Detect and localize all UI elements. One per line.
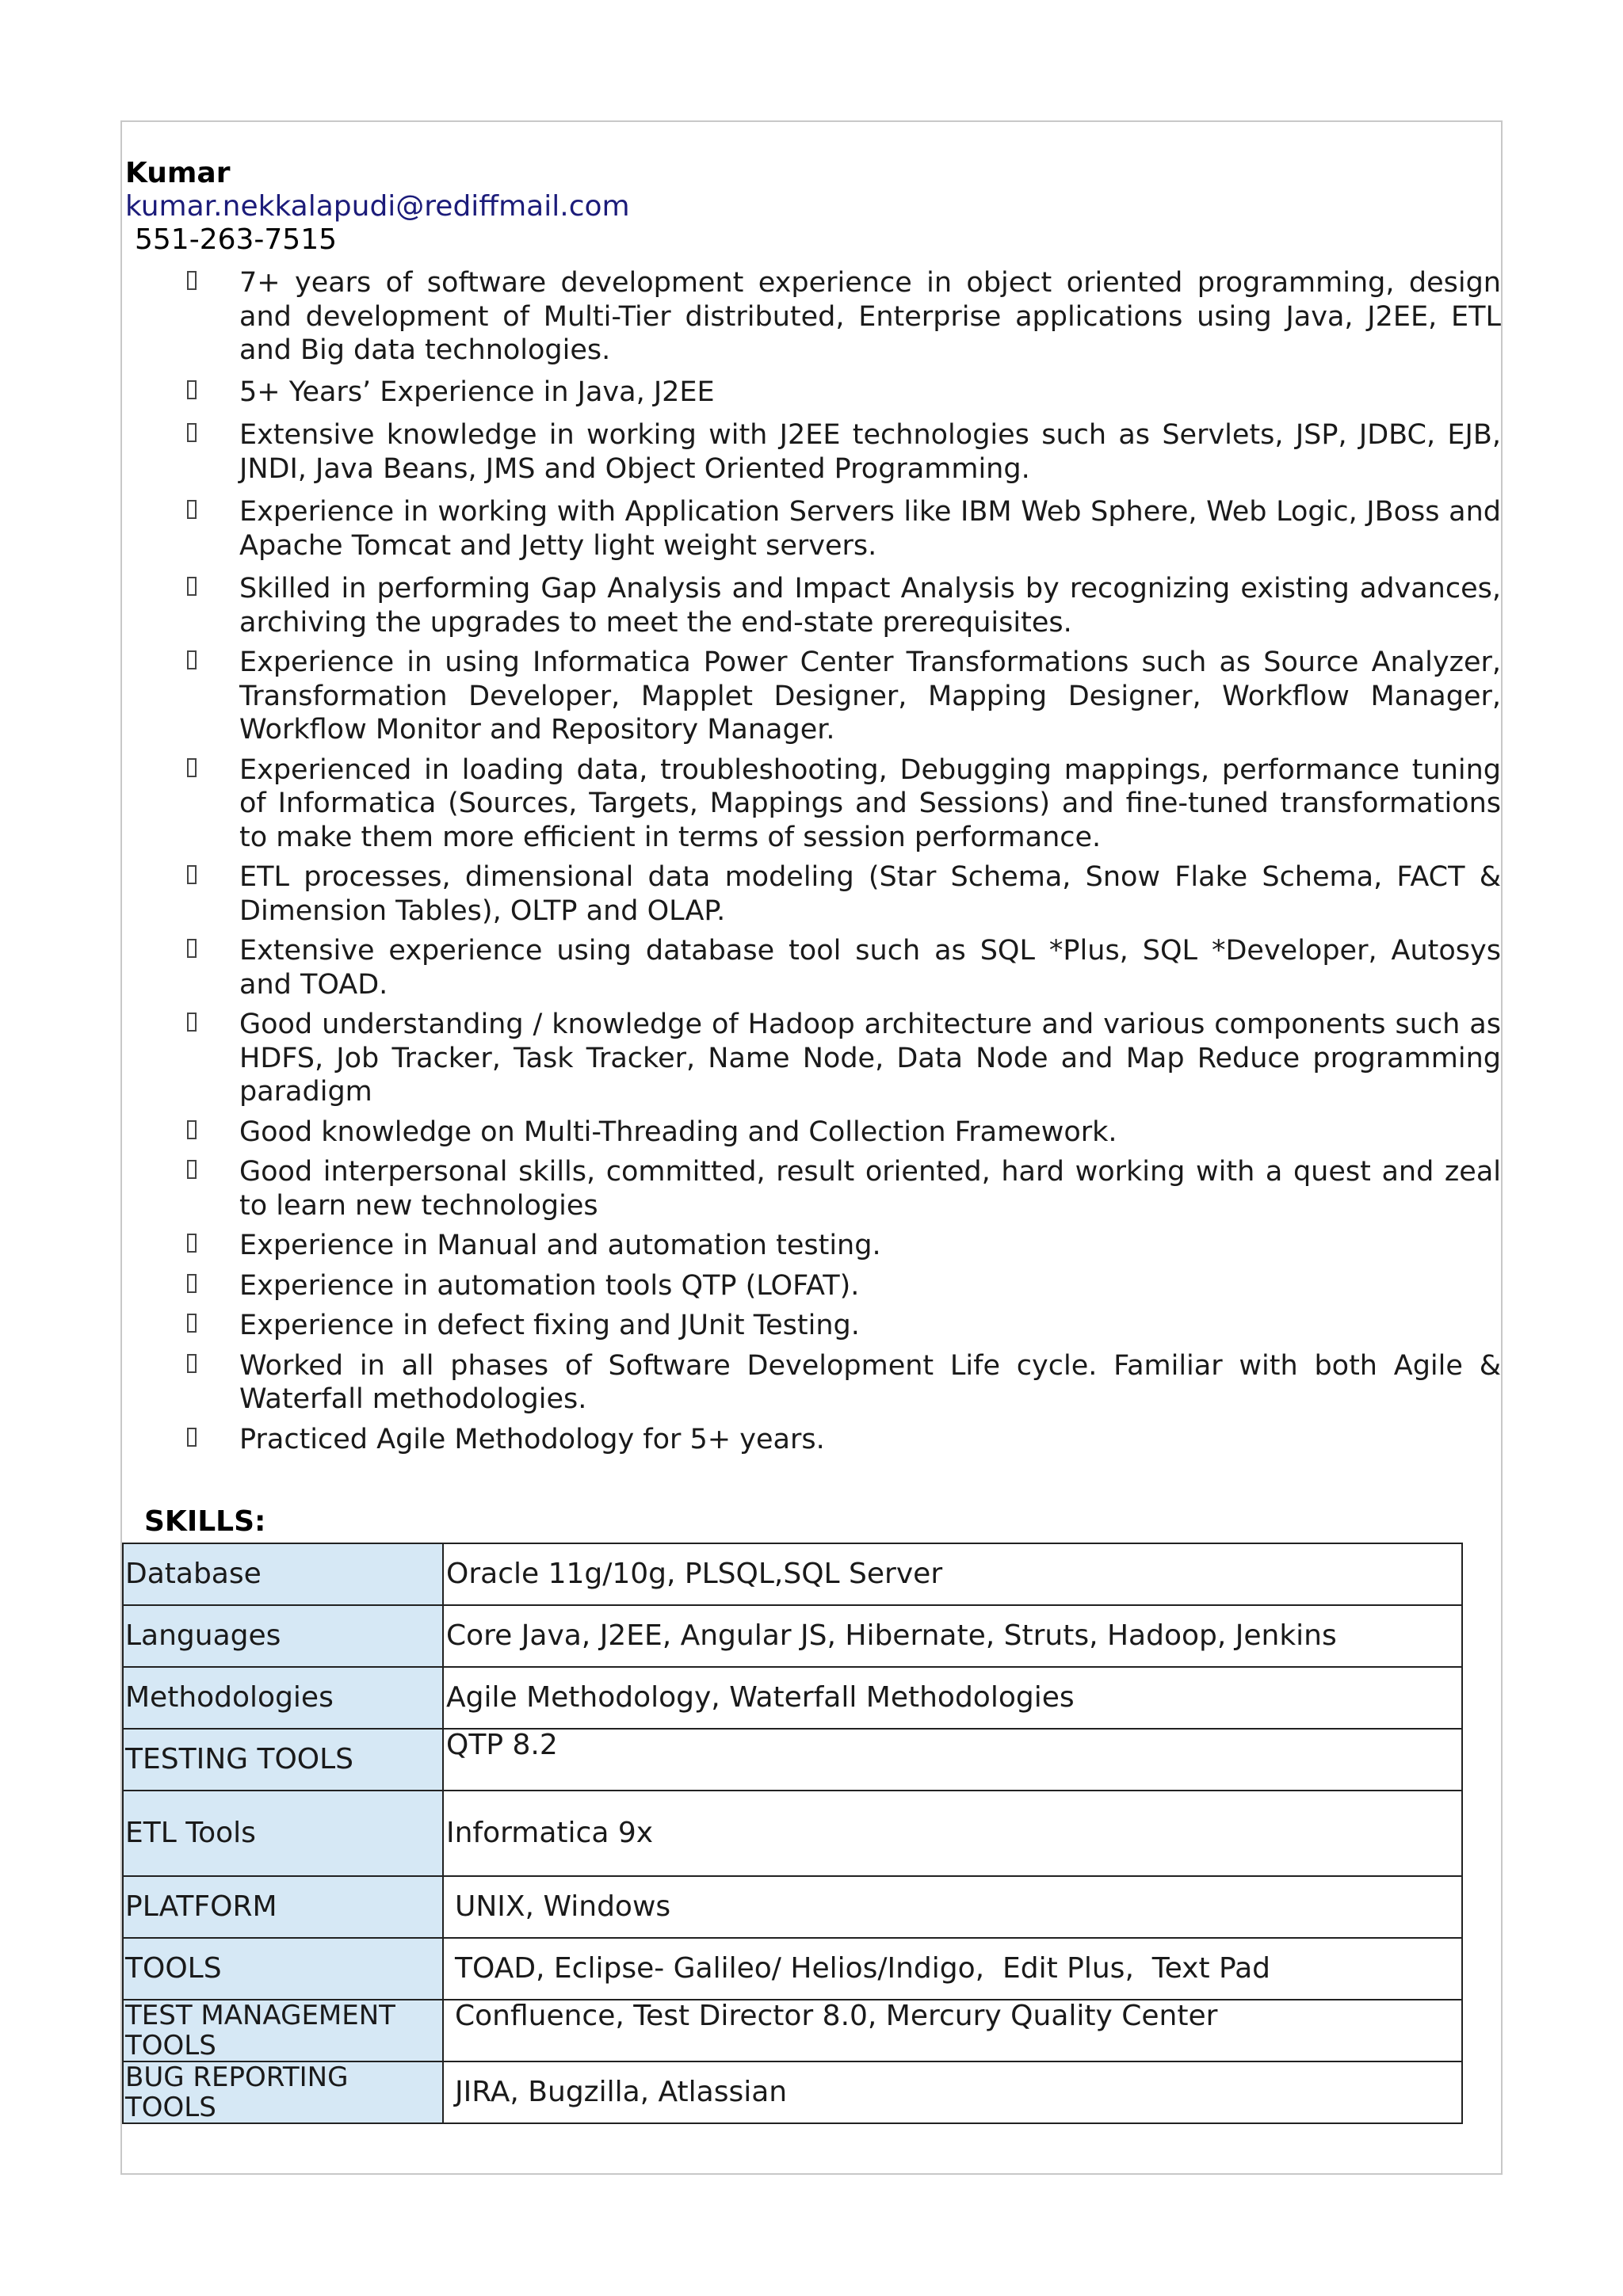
list-item [182, 376, 1501, 410]
list-item [182, 934, 1501, 1001]
bullet-box-icon [187, 939, 197, 958]
bullet-box-icon [187, 865, 197, 884]
table-row [123, 1876, 1462, 1938]
list-item-text: Experience in Manual and automation testing. [239, 1230, 881, 1261]
list-item-text: Good interpersonal skills, committed, result oriented, hard working with a quest and zeal to learn new technologies [239, 1156, 1501, 1222]
skill-value: Informatica 9x [443, 1791, 1462, 1876]
list-item-text: Good understanding / knowledge of Hadoop architecture and various components such as HDFS, Job Tracker, Task Tracker, Name Node, Data Node and Map Reduce programming paradigm [239, 1009, 1501, 1108]
table-row [123, 2000, 1462, 2061]
list-item [182, 266, 1501, 368]
list-item [182, 1116, 1501, 1150]
list-item [182, 418, 1501, 486]
bullet-box-icon [187, 1234, 197, 1253]
bullet-box-icon [187, 1160, 197, 1179]
list-item-text: Practiced Agile Methodology for 5+ years. [239, 1423, 825, 1455]
list-item-text: Experience in working with Application Servers like IBM Web Sphere, Web Logic, JBoss and Apache Tomcat and Jetty light weight servers. [239, 496, 1501, 562]
bullet-box-icon [187, 500, 197, 519]
list-item [182, 646, 1501, 747]
list-item-text: Extensive experience using database tool such as SQL *Plus, SQL *Developer, Autosys and TOAD. [239, 935, 1501, 1001]
skill-category: Database [123, 1543, 443, 1605]
bullet-box-icon [187, 1354, 197, 1373]
skill-category: TEST MANAGEMENT TOOLS [123, 2000, 443, 2061]
skill-category: TESTING TOOLS [123, 1729, 443, 1791]
list-item [182, 1008, 1501, 1109]
list-item [182, 495, 1501, 563]
table-row [123, 1791, 1462, 1876]
skill-value: Oracle 11g/10g, PLSQL,SQL Server [443, 1543, 1462, 1605]
bullet-box-icon [187, 423, 197, 442]
skill-value: Core Java, J2EE, Angular JS, Hibernate, Struts, Hadoop, Jenkins [443, 1605, 1462, 1667]
list-item [182, 1309, 1501, 1343]
table-row [123, 1729, 1462, 1791]
list-item [182, 1229, 1501, 1263]
list-item-text: Experience in automation tools QTP (LOFAT). [239, 1269, 860, 1302]
list-item [182, 1155, 1501, 1222]
skill-category: Methodologies [123, 1667, 443, 1729]
skill-value: UNIX, Windows [443, 1876, 1462, 1938]
bullet-box-icon [187, 650, 197, 669]
list-item-text: Experience in using Informatica Power Center Transformations such as Source Analyzer, Transformation Developer, Mapplet Designer, Mapping Designer, Workflow Manager, Workflow Monitor and Repository Manager. [239, 646, 1501, 746]
list-item-text: Experienced in loading data, troubleshooting, Debugging mappings, performance tuning of Informatica (Sources, Targets, Mappings and Sessions) and fine-tuned transformations to make them more efficient in terms of session performance. [239, 753, 1501, 853]
skill-category: ETL Tools [123, 1791, 443, 1876]
skill-value: Confluence, Test Director 8.0, Mercury Quality Center [443, 2000, 1462, 2061]
skills-table [122, 1543, 1463, 2124]
skill-category: PLATFORM [123, 1876, 443, 1938]
bullet-box-icon [187, 271, 197, 290]
list-item [182, 1349, 1501, 1417]
list-item-text: Extensive knowledge in working with J2EE technologies such as Servlets, JSP, JDBC, EJB, JNDI, Java Beans, JMS and Object Oriented Programming. [239, 419, 1501, 485]
list-item [182, 572, 1501, 639]
bullet-box-icon [187, 1013, 197, 1032]
skill-category: BUG REPORTING TOOLS [123, 2061, 443, 2123]
bullet-box-icon [187, 1428, 197, 1447]
list-item [182, 860, 1501, 928]
email-link[interactable]: kumar.nekkalapudi@rediffmail.com [125, 190, 630, 223]
list-item-text: Skilled in performing Gap Analysis and Impact Analysis by recognizing existing advances, archiving the upgrades to meet the end-state prerequisites. [239, 573, 1501, 639]
list-item [182, 1423, 1501, 1457]
list-item-text: ETL processes, dimensional data modeling (Star Schema, Snow Flake Schema, FACT & Dimension Tables), OLTP and OLAP. [239, 861, 1501, 927]
phone-number: 551-263-7515 [135, 223, 338, 256]
bullet-box-icon [187, 1314, 197, 1333]
list-item [182, 753, 1501, 855]
bullet-box-icon [187, 758, 197, 777]
bullet-box-icon [187, 380, 197, 399]
list-item [182, 1269, 1501, 1303]
candidate-name: Kumar [125, 157, 231, 189]
list-item-text: 5+ Years’ Experience in Java, J2EE [239, 376, 715, 408]
bullet-box-icon [187, 1120, 197, 1139]
table-row [123, 1667, 1462, 1729]
contact-header [125, 157, 918, 257]
skills-heading: SKILLS: [144, 1505, 266, 1538]
table-row [123, 1938, 1462, 2000]
table-row [123, 1543, 1462, 1605]
table-row [123, 2061, 1462, 2123]
summary-list [182, 266, 1501, 1456]
list-item-text: 7+ years of software development experience in object oriented programming, design and development of Multi-Tier distributed, Enterprise applications using Java, J2EE, ETL and Big data technologies. [239, 267, 1501, 366]
skill-category: TOOLS [123, 1938, 443, 2000]
skill-value: Agile Methodology, Waterfall Methodologies [443, 1667, 1462, 1729]
skill-value: TOAD, Eclipse- Galileo/ Helios/Indigo, Edit Plus, Text Pad [443, 1938, 1462, 2000]
list-item-text: Good knowledge on Multi-Threading and Collection Framework. [239, 1116, 1117, 1148]
skill-value: QTP 8.2 [443, 1729, 1462, 1791]
bullet-box-icon [187, 577, 197, 596]
list-item-text: Experience in defect fixing and JUnit Testing. [239, 1310, 860, 1341]
bullet-box-icon [187, 1274, 197, 1293]
list-item-text: Worked in all phases of Software Development Life cycle. Familiar with both Agile & Waterfall methodologies. [239, 1349, 1501, 1415]
skill-category: Languages [123, 1605, 443, 1667]
table-row [123, 1605, 1462, 1667]
skill-value: JIRA, Bugzilla, Atlassian [443, 2061, 1462, 2123]
